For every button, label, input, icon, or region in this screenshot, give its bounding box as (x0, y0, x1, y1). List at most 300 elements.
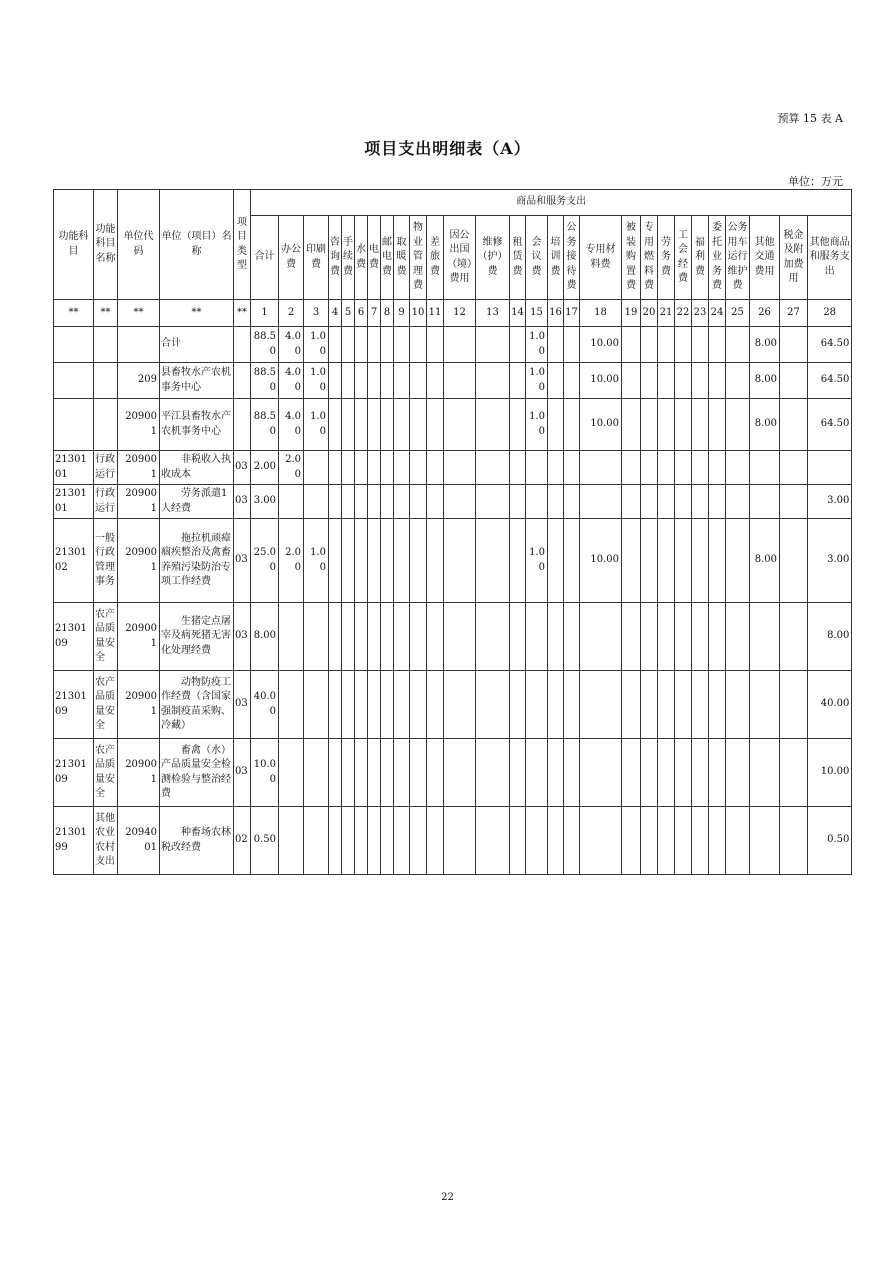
cell-amount (368, 363, 381, 399)
cell-func-name: 其他农业农村支出 (94, 807, 118, 875)
cell-amount (641, 327, 658, 363)
cell-amount (279, 603, 304, 671)
cell-amount (675, 485, 692, 519)
cell-project-type: 02 (234, 807, 251, 875)
cell-project-type (234, 363, 251, 399)
cell-amount (622, 519, 641, 603)
cell-project-type (234, 399, 251, 451)
cell-amount (622, 807, 641, 875)
cell-amount: 1.00 (526, 399, 548, 451)
cell-amount: 3.00 (808, 519, 852, 603)
cell-amount (394, 451, 410, 485)
cell-amount: 8.00 (750, 399, 780, 451)
cell-amount (427, 671, 444, 739)
cell-amount (394, 519, 410, 603)
cell-amount (709, 363, 726, 399)
table-row (54, 451, 852, 485)
index-marker: ** (94, 300, 118, 327)
column-header: 公务接待费 (564, 216, 580, 300)
column-header: 维修（护）费 (476, 216, 510, 300)
cell-amount (381, 739, 394, 807)
cell-amount (692, 807, 709, 875)
cell-amount (692, 327, 709, 363)
cell-amount (692, 363, 709, 399)
cell-amount (548, 327, 564, 363)
cell-amount: 8.00 (808, 603, 852, 671)
cell-amount (510, 739, 526, 807)
cell-amount (410, 327, 427, 363)
cell-amount (726, 519, 750, 603)
cell-func-code: 2130109 (54, 603, 94, 671)
cell-unit-name: 生猪定点屠宰及病死猪无害化处理经费 (160, 603, 234, 671)
cell-amount (394, 603, 410, 671)
column-number: 28 (808, 300, 852, 327)
cell-amount (622, 399, 641, 451)
cell-amount (750, 739, 780, 807)
cell-amount (381, 485, 394, 519)
cell-amount (510, 807, 526, 875)
cell-amount (641, 363, 658, 399)
cell-amount (750, 451, 780, 485)
cell-amount (342, 451, 355, 485)
cell-amount (780, 519, 808, 603)
cell-project-type: 03 (234, 603, 251, 671)
cell-amount: 8.00 (750, 519, 780, 603)
cell-amount (368, 739, 381, 807)
cell-amount (692, 485, 709, 519)
cell-amount (709, 519, 726, 603)
cell-amount (564, 671, 580, 739)
cell-amount: 1.00 (526, 327, 548, 363)
column-header: 其他交通费用 (750, 216, 780, 300)
cell-amount (580, 451, 622, 485)
cell-amount (342, 399, 355, 451)
cell-amount (675, 739, 692, 807)
cell-amount (526, 603, 548, 671)
cell-func-name: 行政运行 (94, 485, 118, 519)
cell-amount (394, 671, 410, 739)
cell-amount (580, 603, 622, 671)
cell-amount (548, 451, 564, 485)
column-header: 电费 (368, 216, 381, 300)
cell-amount (564, 399, 580, 451)
cell-amount (726, 399, 750, 451)
cell-amount: 88.50 (251, 327, 279, 363)
cell-amount (726, 451, 750, 485)
cell-amount (304, 807, 329, 875)
header-group-goods-services: 商品和服务支出 (251, 190, 852, 216)
index-marker: ** (54, 300, 94, 327)
cell-amount (709, 451, 726, 485)
cell-amount (329, 519, 342, 603)
cell-unit-code: 209001 (118, 451, 160, 485)
cell-amount (658, 327, 675, 363)
table-row (54, 363, 852, 399)
cell-amount (580, 739, 622, 807)
cell-amount (510, 485, 526, 519)
cell-amount (726, 363, 750, 399)
cell-amount (641, 603, 658, 671)
cell-amount (381, 451, 394, 485)
column-header: 合计 (251, 216, 279, 300)
cell-project-type: 03 (234, 485, 251, 519)
cell-amount (709, 399, 726, 451)
column-number: 9 (394, 300, 410, 327)
cell-amount (564, 739, 580, 807)
cell-amount: 10.00 (580, 327, 622, 363)
column-header: 取暖费 (394, 216, 410, 300)
cell-amount (750, 485, 780, 519)
column-header: 手续费 (342, 216, 355, 300)
cell-unit-name: 动物防疫工作经费（含国家强制疫苗采购、冷藏） (160, 671, 234, 739)
cell-amount (329, 363, 342, 399)
column-number: 20 (641, 300, 658, 327)
cell-amount (444, 363, 476, 399)
cell-amount (641, 671, 658, 739)
cell-amount (780, 739, 808, 807)
cell-amount: 1.00 (304, 363, 329, 399)
column-number: 26 (750, 300, 780, 327)
cell-unit-code: 2094001 (118, 807, 160, 875)
column-number: 25 (726, 300, 750, 327)
index-marker: ** (160, 300, 234, 327)
cell-amount (410, 363, 427, 399)
cell-amount (394, 807, 410, 875)
cell-amount (427, 807, 444, 875)
column-number: 21 (658, 300, 675, 327)
cell-amount: 1.00 (304, 327, 329, 363)
cell-amount (675, 519, 692, 603)
cell-func-code: 2130101 (54, 485, 94, 519)
column-number: 1 (251, 300, 279, 327)
cell-amount (564, 807, 580, 875)
header-unit-code: 单位代码 (118, 190, 160, 300)
cell-amount (780, 399, 808, 451)
cell-unit-name: 合计 (160, 327, 234, 363)
cell-amount (355, 603, 368, 671)
cell-amount (658, 671, 675, 739)
cell-amount: 1.00 (304, 399, 329, 451)
cell-amount (709, 671, 726, 739)
cell-amount: 1.00 (526, 519, 548, 603)
column-number: 12 (444, 300, 476, 327)
cell-amount (444, 451, 476, 485)
cell-amount (675, 399, 692, 451)
cell-amount (658, 739, 675, 807)
column-header: 咨询费 (329, 216, 342, 300)
cell-amount: 10.00 (580, 399, 622, 451)
cell-amount (355, 485, 368, 519)
table-row (54, 485, 852, 519)
cell-amount (548, 519, 564, 603)
cell-amount: 4.00 (279, 399, 304, 451)
cell-amount (329, 603, 342, 671)
cell-amount (410, 451, 427, 485)
cell-amount: 88.50 (251, 399, 279, 451)
cell-amount (444, 807, 476, 875)
column-number: 11 (427, 300, 444, 327)
column-number: 8 (381, 300, 394, 327)
cell-amount (675, 363, 692, 399)
cell-amount (368, 327, 381, 363)
cell-amount (808, 451, 852, 485)
cell-func-name (94, 399, 118, 451)
column-number: 17 (564, 300, 580, 327)
cell-unit-code: 209 (118, 363, 160, 399)
cell-amount (510, 363, 526, 399)
cell-amount (641, 807, 658, 875)
cell-amount: 4.00 (279, 327, 304, 363)
cell-project-type: 03 (234, 451, 251, 485)
column-header: 税金及附加费用 (780, 216, 808, 300)
cell-amount (427, 485, 444, 519)
cell-amount (658, 519, 675, 603)
cell-amount (658, 807, 675, 875)
cell-amount (510, 451, 526, 485)
cell-amount (622, 603, 641, 671)
cell-amount (381, 519, 394, 603)
cell-amount: 40.00 (808, 671, 852, 739)
cell-amount (394, 739, 410, 807)
cell-amount (675, 603, 692, 671)
cell-project-type: 03 (234, 519, 251, 603)
table-row (54, 603, 852, 671)
cell-unit-code (118, 327, 160, 363)
cell-unit-code: 209001 (118, 399, 160, 451)
cell-amount (444, 603, 476, 671)
column-header: 因公出国（境）费用 (444, 216, 476, 300)
header-unit-name: 单位（项目）名称 (160, 190, 234, 300)
cell-amount: 10.00 (808, 739, 852, 807)
cell-amount (304, 739, 329, 807)
cell-amount (780, 451, 808, 485)
cell-amount: 2.00 (279, 451, 304, 485)
cell-amount (548, 739, 564, 807)
cell-unit-code: 209001 (118, 739, 160, 807)
cell-amount (355, 327, 368, 363)
column-header: 邮电费 (381, 216, 394, 300)
cell-func-name: 农产品质量安全 (94, 603, 118, 671)
column-header: 办公费 (279, 216, 304, 300)
cell-amount (394, 485, 410, 519)
cell-amount (444, 485, 476, 519)
cell-amount (410, 671, 427, 739)
cell-amount (476, 807, 510, 875)
cell-amount (510, 519, 526, 603)
cell-unit-name: 劳务派遣1人经费 (160, 485, 234, 519)
cell-amount (329, 807, 342, 875)
index-marker: ** (118, 300, 160, 327)
cell-amount (279, 807, 304, 875)
cell-amount (692, 739, 709, 807)
cell-amount (622, 327, 641, 363)
cell-amount (780, 671, 808, 739)
cell-amount (622, 485, 641, 519)
cell-amount (622, 671, 641, 739)
cell-amount (329, 739, 342, 807)
cell-func-code (54, 399, 94, 451)
cell-amount (410, 739, 427, 807)
cell-amount (675, 327, 692, 363)
column-number: 22 (675, 300, 692, 327)
cell-amount (304, 603, 329, 671)
cell-amount (780, 485, 808, 519)
column-header: 委托业务费 (709, 216, 726, 300)
cell-amount (381, 807, 394, 875)
column-number: 6 (355, 300, 368, 327)
cell-amount (444, 327, 476, 363)
cell-amount (476, 399, 510, 451)
cell-amount (658, 485, 675, 519)
table-row (54, 739, 852, 807)
cell-func-code: 2130109 (54, 671, 94, 739)
cell-amount (548, 399, 564, 451)
column-header: 租赁费 (510, 216, 526, 300)
column-number: 23 (692, 300, 709, 327)
cell-amount (355, 671, 368, 739)
cell-amount: 40.00 (251, 671, 279, 739)
cell-amount (548, 363, 564, 399)
cell-amount (548, 485, 564, 519)
header-project-type: 项目类型 (234, 190, 251, 300)
cell-amount (427, 739, 444, 807)
cell-amount (342, 363, 355, 399)
header-func-code: 功能科目 (54, 190, 94, 300)
cell-project-type (234, 327, 251, 363)
cell-amount (394, 399, 410, 451)
page-number: 22 (441, 1192, 454, 1203)
cell-unit-name: 种畜场农林税改经费 (160, 807, 234, 875)
column-number: 15 (526, 300, 548, 327)
cell-amount: 25.00 (251, 519, 279, 603)
column-header: 专用材料费 (580, 216, 622, 300)
cell-amount: 64.50 (808, 399, 852, 451)
cell-amount (476, 603, 510, 671)
cell-amount (304, 451, 329, 485)
cell-amount (410, 399, 427, 451)
cell-amount (444, 399, 476, 451)
cell-amount (526, 451, 548, 485)
column-header: 水费 (355, 216, 368, 300)
cell-amount (427, 451, 444, 485)
cell-unit-code: 209001 (118, 671, 160, 739)
cell-func-name: 农产品质量安全 (94, 739, 118, 807)
cell-amount (444, 671, 476, 739)
cell-amount (394, 363, 410, 399)
cell-func-code: 2130101 (54, 451, 94, 485)
cell-amount (355, 807, 368, 875)
cell-amount: 1.00 (526, 363, 548, 399)
cell-func-code (54, 327, 94, 363)
cell-amount (658, 399, 675, 451)
cell-amount (726, 807, 750, 875)
cell-amount (279, 485, 304, 519)
cell-amount (476, 451, 510, 485)
cell-amount (355, 363, 368, 399)
cell-func-name (94, 363, 118, 399)
table-row (54, 327, 852, 363)
cell-amount (355, 451, 368, 485)
cell-amount (476, 363, 510, 399)
cell-amount (342, 485, 355, 519)
cell-amount (427, 519, 444, 603)
cell-amount (622, 451, 641, 485)
cell-amount: 10.00 (251, 739, 279, 807)
cell-amount (564, 485, 580, 519)
column-header: 培训费 (548, 216, 564, 300)
column-number: 16 (548, 300, 564, 327)
cell-amount (548, 603, 564, 671)
cell-func-name (94, 327, 118, 363)
cell-project-type: 03 (234, 671, 251, 739)
cell-unit-code: 209001 (118, 519, 160, 603)
cell-amount: 3.00 (808, 485, 852, 519)
cell-amount (476, 485, 510, 519)
cell-amount (410, 807, 427, 875)
cell-amount (368, 671, 381, 739)
cell-amount (622, 363, 641, 399)
cell-amount (394, 327, 410, 363)
cell-amount: 4.00 (279, 363, 304, 399)
cell-amount (780, 807, 808, 875)
cell-amount (476, 739, 510, 807)
cell-amount (564, 451, 580, 485)
cell-amount (368, 451, 381, 485)
cell-amount (304, 485, 329, 519)
cell-amount (675, 807, 692, 875)
cell-unit-code: 209001 (118, 603, 160, 671)
cell-amount (368, 399, 381, 451)
cell-amount (692, 451, 709, 485)
cell-amount (510, 399, 526, 451)
cell-amount (381, 671, 394, 739)
cell-amount (580, 671, 622, 739)
column-number: 13 (476, 300, 510, 327)
column-number: 10 (410, 300, 427, 327)
column-header: 物业管理费 (410, 216, 427, 300)
cell-func-name: 行政运行 (94, 451, 118, 485)
cell-amount (329, 327, 342, 363)
column-header: 会议费 (526, 216, 548, 300)
cell-amount (355, 739, 368, 807)
cell-amount (641, 485, 658, 519)
cell-amount (622, 739, 641, 807)
cell-amount (548, 807, 564, 875)
cell-amount (726, 671, 750, 739)
cell-amount: 1.00 (304, 519, 329, 603)
cell-amount: 3.00 (251, 485, 279, 519)
table-row (54, 519, 852, 603)
column-number: 27 (780, 300, 808, 327)
cell-amount (641, 739, 658, 807)
cell-amount (410, 519, 427, 603)
cell-amount: 64.50 (808, 363, 852, 399)
cell-amount (410, 485, 427, 519)
cell-amount (692, 399, 709, 451)
cell-amount (658, 451, 675, 485)
cell-unit-name: 非税收入执收成本 (160, 451, 234, 485)
cell-amount: 2.00 (279, 519, 304, 603)
column-header: 公务用车运行维护费 (726, 216, 750, 300)
column-number: 4 (329, 300, 342, 327)
cell-amount (510, 603, 526, 671)
cell-amount: 0.50 (251, 807, 279, 875)
cell-amount (476, 327, 510, 363)
cell-amount: 8.00 (750, 327, 780, 363)
cell-amount (510, 671, 526, 739)
cell-amount (476, 519, 510, 603)
form-reference: 预算 15 表 A (777, 112, 843, 125)
